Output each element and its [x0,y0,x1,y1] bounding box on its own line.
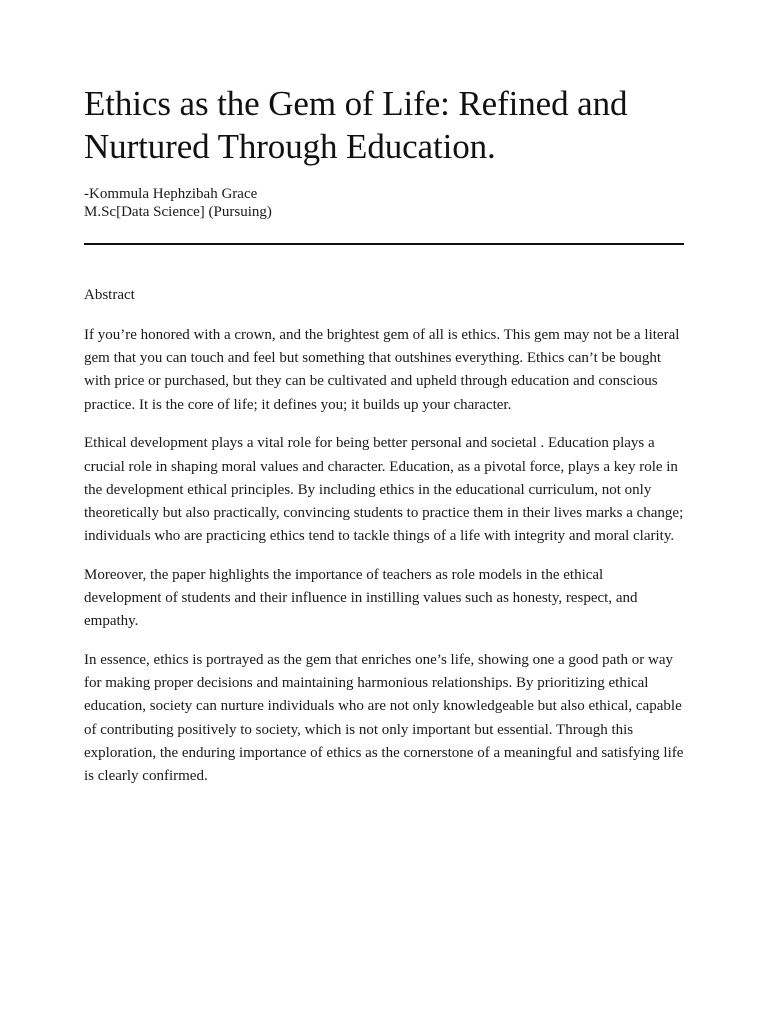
abstract-paragraph-2: Ethical development plays a vital role for being better personal and societal . Education plays a crucial role in shaping moral values and character. Education, as a pivotal force, plays a key role in the development ethical principles. By including ethics in the educational curriculum, not only theoretically but also practically, convincing students to practice them in their lives marks a change; individuals who are practicing ethics tend to tackle things of a life with integrity and moral clarity. [84,435,684,545]
paper-title [84,82,684,168]
paper-title-line-2: Nurtured Through Education. [84,127,496,166]
author-block [84,185,684,221]
abstract-paragraph-3: Moreover, the paper highlights the importance of teachers as role models in the ethical development of students and their influence in instilling values such as honesty, respect, and empathy. [84,566,638,630]
author-degree: M.Sc[Data Science] (Pursuing) [84,204,272,220]
author-name: -Kommula Hephzibah Grace [84,186,258,202]
paper-title-line-1: Ethics as the Gem of Life: Refined and [84,84,628,123]
abstract-paragraph-1: If you’re honored with a crown, and the brightest gem of all is ethics. This gem may not be a literal gem that you can touch and feel but something that outshines everything. Ethics can’t be bought with price or purchased, but they can be cultivated and upheld through education and conscious practice. It is the core of life; it defines you; it builds up your character. [84,327,680,413]
document-page [84,82,684,788]
header-divider [84,243,684,245]
abstract-paragraph-4: In essence, ethics is portrayed as the gem that enriches one’s life, showing one a good path or way for making proper decisions and maintaining harmonious relationships. By prioritizing ethical education, society can nurture individuals who are not only knowledgeable but also ethical, capable of contributing positively to society, which is not only important but essential. Through this exploration, the enduring importance of ethics as the cornerstone of a meaningful and satisfying life is clearly confirmed. [84,651,684,784]
abstract-heading: Abstract [84,287,135,303]
